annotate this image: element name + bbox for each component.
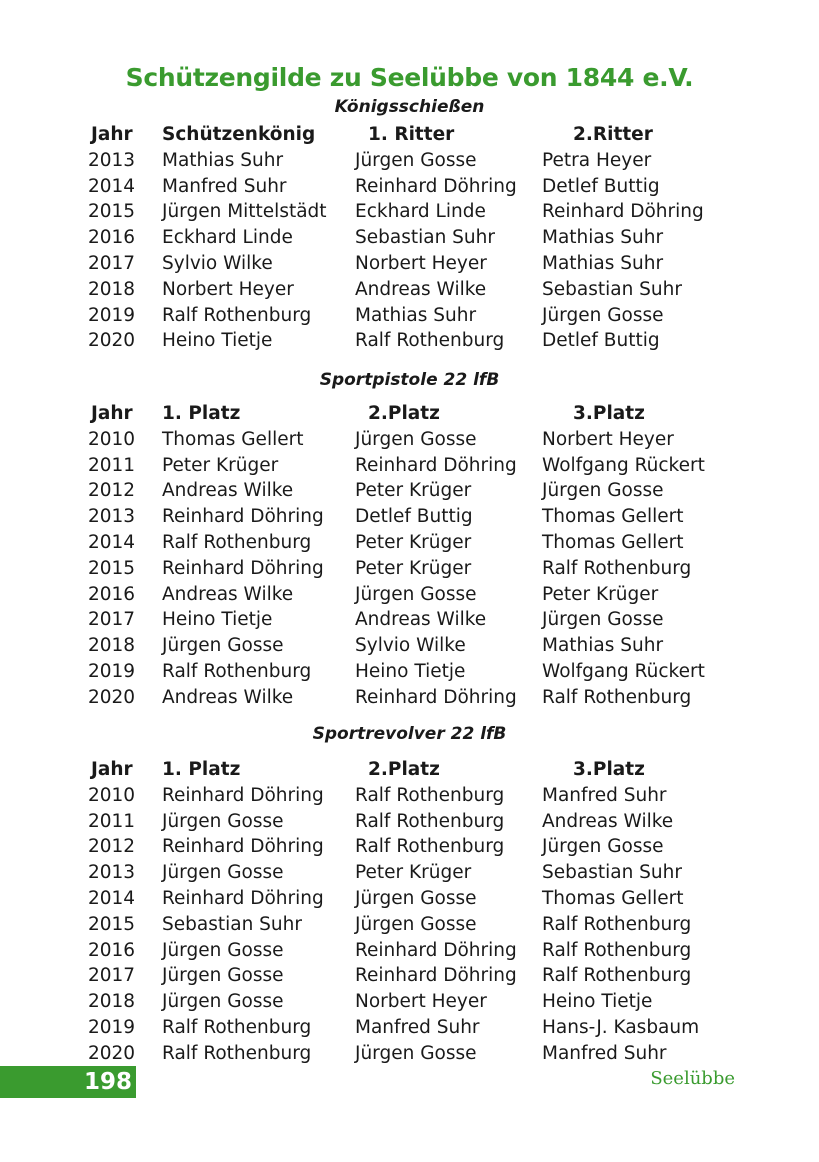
- table-row: [0, 453, 819, 479]
- name-cell: Sebastian Suhr: [162, 913, 302, 935]
- name-cell: Ralf Rothenburg: [542, 939, 692, 961]
- year-cell: 2014: [88, 887, 136, 909]
- column-header: 2.Ritter: [573, 124, 653, 145]
- name-cell: Ralf Rothenburg: [542, 913, 692, 935]
- name-cell: Eckhard Linde: [162, 227, 293, 249]
- column-header: 2.Platz: [368, 759, 440, 780]
- name-cell: Norbert Heyer: [542, 428, 674, 450]
- name-cell: Manfred Suhr: [355, 1016, 480, 1038]
- column-header: Schützenkönig: [162, 124, 316, 145]
- year-cell: 2012: [88, 836, 136, 858]
- table-row: [0, 504, 819, 530]
- name-cell: Ralf Rothenburg: [162, 1042, 312, 1064]
- name-cell: Reinhard Döhring: [162, 506, 324, 528]
- table-row: [0, 783, 819, 809]
- name-cell: Thomas Gellert: [542, 887, 684, 909]
- name-cell: Reinhard Döhring: [355, 965, 517, 987]
- name-cell: Sylvio Wilke: [162, 252, 273, 274]
- name-cell: Jürgen Gosse: [355, 428, 477, 450]
- table-row: [0, 989, 819, 1015]
- year-cell: 2012: [88, 480, 136, 502]
- name-cell: Petra Heyer: [542, 149, 652, 171]
- name-cell: Ralf Rothenburg: [355, 810, 505, 832]
- name-cell: Mathias Suhr: [162, 149, 284, 171]
- table-header-row: [0, 757, 819, 783]
- section-title-sportrevolver: Sportrevolver 22 lfB: [312, 724, 507, 744]
- table-row: [0, 556, 819, 582]
- name-cell: Peter Krüger: [162, 454, 279, 476]
- name-cell: Jürgen Gosse: [162, 991, 284, 1013]
- year-cell: 2019: [88, 304, 136, 326]
- name-cell: Reinhard Döhring: [355, 454, 517, 476]
- table-row: [0, 225, 819, 251]
- table-row: [0, 1041, 819, 1067]
- name-cell: Mathias Suhr: [542, 227, 664, 249]
- year-cell: 2017: [88, 965, 136, 987]
- table-row: [0, 174, 819, 200]
- table-row: [0, 834, 819, 860]
- name-cell: Jürgen Gosse: [162, 810, 284, 832]
- name-cell: Jürgen Mittelstädt: [162, 201, 327, 223]
- results-table-sportrevolver: [0, 757, 819, 1067]
- year-cell: 2019: [88, 1016, 136, 1038]
- name-cell: Andreas Wilke: [355, 609, 487, 631]
- year-cell: 2020: [88, 686, 136, 708]
- name-cell: Jürgen Gosse: [162, 939, 284, 961]
- name-cell: Reinhard Döhring: [542, 201, 704, 223]
- name-cell: Heino Tietje: [162, 609, 273, 631]
- column-header: Jahr: [91, 403, 133, 424]
- name-cell: Thomas Gellert: [542, 506, 684, 528]
- year-cell: 2018: [88, 991, 136, 1013]
- year-cell: 2015: [88, 913, 136, 935]
- name-cell: Ralf Rothenburg: [542, 965, 692, 987]
- name-cell: Norbert Heyer: [355, 252, 487, 274]
- name-cell: Norbert Heyer: [162, 278, 294, 300]
- name-cell: Manfred Suhr: [542, 1042, 667, 1064]
- year-cell: 2010: [88, 784, 136, 806]
- name-cell: Jürgen Gosse: [355, 913, 477, 935]
- table-row: [0, 303, 819, 329]
- footer-place-name: Seelübbe: [650, 1068, 735, 1089]
- name-cell: Peter Krüger: [355, 531, 472, 553]
- table-row: [0, 860, 819, 886]
- table-row: [0, 328, 819, 354]
- year-cell: 2010: [88, 428, 136, 450]
- name-cell: Norbert Heyer: [355, 991, 487, 1013]
- table-row: [0, 607, 819, 633]
- results-table-sportpistole: [0, 401, 819, 711]
- name-cell: Reinhard Döhring: [162, 887, 324, 909]
- table-row: [0, 912, 819, 938]
- year-cell: 2016: [88, 227, 136, 249]
- name-cell: Andreas Wilke: [162, 686, 294, 708]
- name-cell: Ralf Rothenburg: [162, 304, 312, 326]
- table-header-row: [0, 401, 819, 427]
- name-cell: Jürgen Gosse: [542, 304, 664, 326]
- year-cell: 2013: [88, 862, 136, 884]
- year-cell: 2020: [88, 330, 136, 352]
- name-cell: Jürgen Gosse: [162, 862, 284, 884]
- year-cell: 2017: [88, 252, 136, 274]
- name-cell: Peter Krüger: [355, 557, 472, 579]
- name-cell: Hans-J. Kasbaum: [542, 1016, 700, 1038]
- name-cell: Sebastian Suhr: [542, 862, 682, 884]
- name-cell: Peter Krüger: [542, 583, 659, 605]
- table-row: [0, 1015, 819, 1041]
- name-cell: Jürgen Gosse: [355, 583, 477, 605]
- name-cell: Peter Krüger: [355, 480, 472, 502]
- name-cell: Peter Krüger: [355, 862, 472, 884]
- name-cell: Sebastian Suhr: [542, 278, 682, 300]
- table-row: [0, 478, 819, 504]
- year-cell: 2020: [88, 1042, 136, 1064]
- name-cell: Ralf Rothenburg: [355, 330, 505, 352]
- name-cell: Heino Tietje: [355, 660, 466, 682]
- name-cell: Jürgen Gosse: [162, 635, 284, 657]
- name-cell: Andreas Wilke: [162, 583, 294, 605]
- table-row: [0, 809, 819, 835]
- table-row: [0, 886, 819, 912]
- name-cell: Detlef Buttig: [355, 506, 473, 528]
- name-cell: Mathias Suhr: [355, 304, 477, 326]
- year-cell: 2015: [88, 557, 136, 579]
- name-cell: Jürgen Gosse: [542, 836, 664, 858]
- name-cell: Sebastian Suhr: [355, 227, 495, 249]
- name-cell: Sylvio Wilke: [355, 635, 466, 657]
- table-header-row: [0, 122, 819, 148]
- name-cell: Andreas Wilke: [542, 810, 674, 832]
- year-cell: 2018: [88, 635, 136, 657]
- name-cell: Thomas Gellert: [162, 428, 304, 450]
- name-cell: Ralf Rothenburg: [355, 784, 505, 806]
- name-cell: Jürgen Gosse: [162, 965, 284, 987]
- name-cell: Reinhard Döhring: [355, 939, 517, 961]
- section-title-koenigsschiessen: Königsschießen: [334, 97, 485, 117]
- name-cell: Mathias Suhr: [542, 252, 664, 274]
- name-cell: Mathias Suhr: [542, 635, 664, 657]
- year-cell: 2014: [88, 175, 136, 197]
- year-cell: 2019: [88, 660, 136, 682]
- name-cell: Manfred Suhr: [542, 784, 667, 806]
- column-header: 3.Platz: [573, 759, 645, 780]
- name-cell: Reinhard Döhring: [162, 836, 324, 858]
- table-row: [0, 633, 819, 659]
- section-title-sportpistole: Sportpistole 22 lfB: [319, 370, 500, 390]
- name-cell: Eckhard Linde: [355, 201, 486, 223]
- year-cell: 2018: [88, 278, 136, 300]
- name-cell: Jürgen Gosse: [355, 149, 477, 171]
- name-cell: Ralf Rothenburg: [542, 686, 692, 708]
- year-cell: 2011: [88, 454, 136, 476]
- table-row: [0, 659, 819, 685]
- name-cell: Heino Tietje: [162, 330, 273, 352]
- table-row: [0, 148, 819, 174]
- year-cell: 2013: [88, 506, 136, 528]
- table-row: [0, 582, 819, 608]
- name-cell: Reinhard Döhring: [355, 175, 517, 197]
- table-row: [0, 685, 819, 711]
- year-cell: 2016: [88, 939, 136, 961]
- name-cell: Jürgen Gosse: [355, 1042, 477, 1064]
- year-cell: 2013: [88, 149, 136, 171]
- results-table-koenigsschiessen: [0, 122, 819, 354]
- year-cell: 2011: [88, 810, 136, 832]
- table-row: [0, 938, 819, 964]
- year-cell: 2017: [88, 609, 136, 631]
- column-header: Jahr: [91, 124, 133, 145]
- name-cell: Ralf Rothenburg: [355, 836, 505, 858]
- page-number: 198: [84, 1069, 133, 1095]
- name-cell: Detlef Buttig: [542, 175, 660, 197]
- column-header: 2.Platz: [368, 403, 440, 424]
- table-row: [0, 963, 819, 989]
- name-cell: Reinhard Döhring: [355, 686, 517, 708]
- page-title: Schützengilde zu Seelübbe von 1844 e.V.: [125, 63, 694, 92]
- table-row: [0, 251, 819, 277]
- name-cell: Detlef Buttig: [542, 330, 660, 352]
- name-cell: Manfred Suhr: [162, 175, 287, 197]
- year-cell: 2016: [88, 583, 136, 605]
- name-cell: Wolfgang Rückert: [542, 454, 705, 476]
- column-header: 1. Platz: [162, 403, 241, 424]
- name-cell: Thomas Gellert: [542, 531, 684, 553]
- name-cell: Jürgen Gosse: [355, 887, 477, 909]
- name-cell: Reinhard Döhring: [162, 784, 324, 806]
- name-cell: Jürgen Gosse: [542, 480, 664, 502]
- table-row: [0, 530, 819, 556]
- table-row: [0, 277, 819, 303]
- name-cell: Ralf Rothenburg: [162, 531, 312, 553]
- name-cell: Ralf Rothenburg: [162, 660, 312, 682]
- name-cell: Ralf Rothenburg: [162, 1016, 312, 1038]
- name-cell: Ralf Rothenburg: [542, 557, 692, 579]
- name-cell: Andreas Wilke: [162, 480, 294, 502]
- column-header: 3.Platz: [573, 403, 645, 424]
- name-cell: Jürgen Gosse: [542, 609, 664, 631]
- year-cell: 2015: [88, 201, 136, 223]
- column-header: Jahr: [91, 759, 133, 780]
- column-header: 1. Ritter: [368, 124, 455, 145]
- name-cell: Reinhard Döhring: [162, 557, 324, 579]
- table-row: [0, 199, 819, 225]
- column-header: 1. Platz: [162, 759, 241, 780]
- name-cell: Andreas Wilke: [355, 278, 487, 300]
- year-cell: 2014: [88, 531, 136, 553]
- name-cell: Wolfgang Rückert: [542, 660, 705, 682]
- table-row: [0, 427, 819, 453]
- name-cell: Heino Tietje: [542, 991, 653, 1013]
